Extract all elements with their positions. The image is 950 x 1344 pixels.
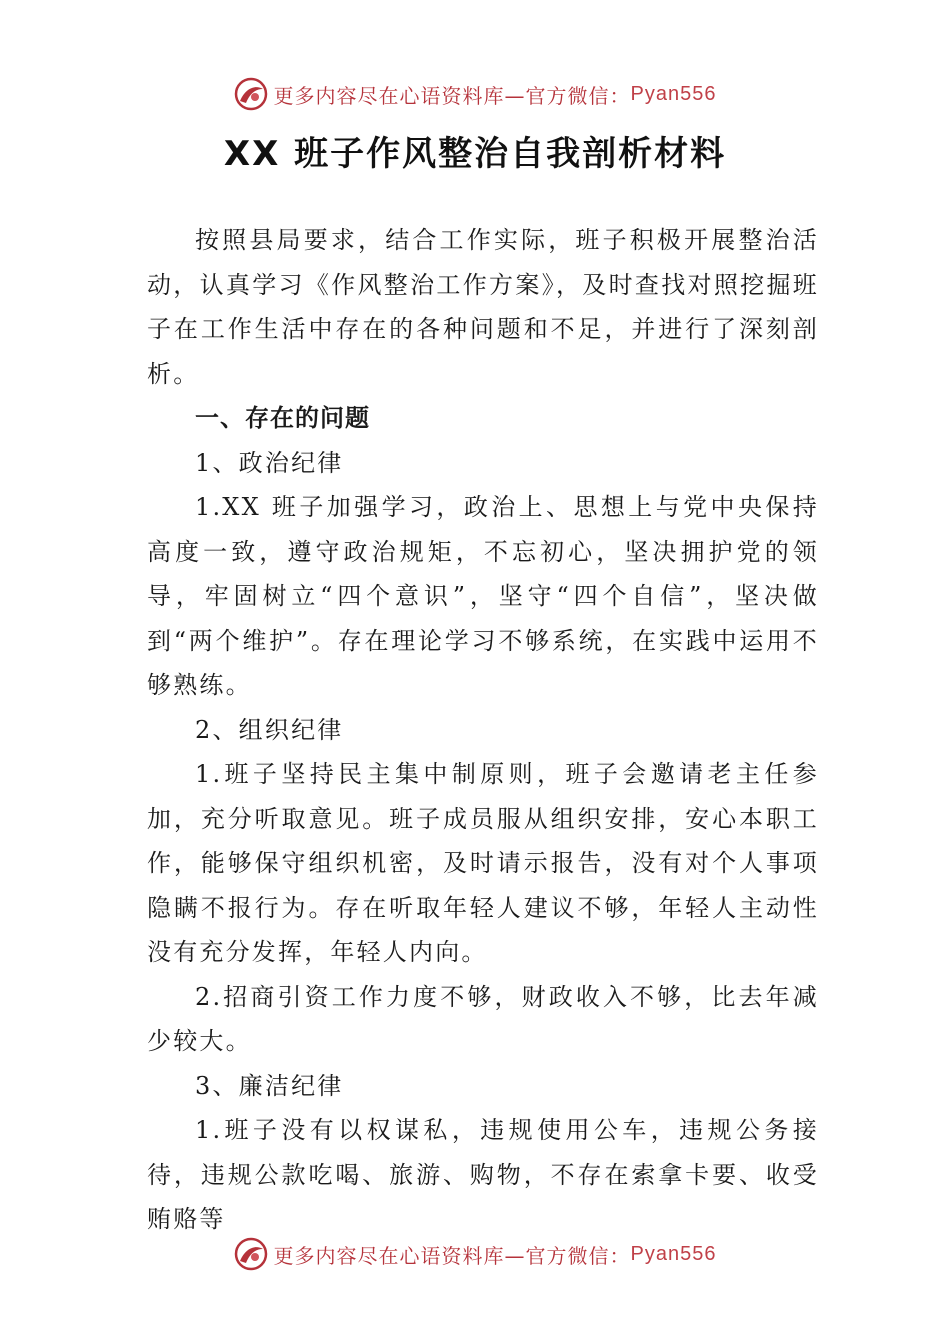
- subsection-heading: 1、政治纪律: [195, 448, 344, 477]
- brand-logo-icon: [234, 1237, 268, 1271]
- body-paragraph: 1.班子没有以权谋私，违规使用公车，违规公务接待，违规公款吃喝、旅游、购物，不存在索拿卡要、收受贿赂等: [147, 1116, 819, 1233]
- body-paragraph: 1.班子坚持民主集中制原则，班子会邀请老主任参加，充分听取意见。班子成员服从组织安排，安心本职工作，能够保守组织机密，及时请示报告，没有对个人事项隐瞒不报行为。存在听取年轻人建议不够，年轻人主动性没有充分发挥，年轻人内向。: [147, 760, 819, 966]
- document-title: XX 班子作风整治自我剖析材料: [223, 134, 727, 174]
- body-paragraph: 2.招商引资工作力度不够，财政收入不够，比去年减少较大。: [147, 982, 819, 1055]
- section-heading: 一、存在的问题: [195, 404, 370, 432]
- header-banner: [0, 74, 950, 114]
- header-banner-text: 更多内容尽在心语资料库—官方微信：: [273, 83, 631, 108]
- brand-logo-icon: [234, 77, 268, 111]
- header-wechat-id: Pyan556: [630, 82, 717, 105]
- footer-banner: [0, 1234, 950, 1274]
- subsection-heading: 2、组织纪律: [195, 715, 344, 744]
- body-paragraph: 1.XX 班子加强学习，政治上、思想上与党中央保持高度一致，遵守政治规矩，不忘初心，坚决拥护党的领导，牢固树立“四个意识”，坚守“四个自信”，坚决做到“两个维护”。存在理论学习不够系统，在实践中运用不够熟练。: [147, 493, 819, 699]
- footer-wechat-id: Pyan556: [630, 1242, 717, 1265]
- intro-paragraph: 按照县局要求，结合工作实际，班子积极开展整治活动，认真学习《作风整治工作方案》，及时查找对照挖掘班子在工作生活中存在的各种问题和不足，并进行了深刻剖析。: [147, 226, 819, 388]
- subsection-heading: 3、廉洁纪律: [195, 1071, 344, 1100]
- footer-banner-text: 更多内容尽在心语资料库—官方微信：: [273, 1243, 631, 1268]
- document-body: [147, 218, 819, 1242]
